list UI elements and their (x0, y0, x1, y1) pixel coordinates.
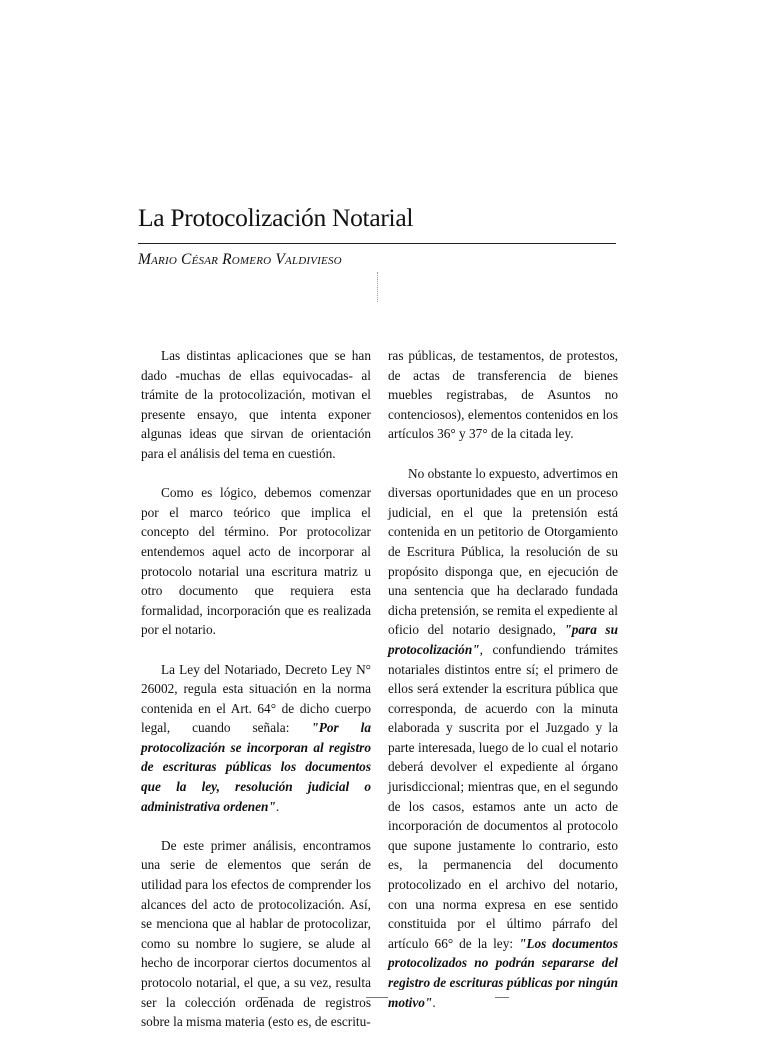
right-paragraph-2-text-a: No obstante lo expuesto, advertimos en diversas oportunidades que en un proceso judicial, en el que la pretensión está contenida en un petitorio de Otorgamiento de Escritura Pública, la resolución de su propósito disponga que, en ejecución de una sentencia que ha declarado fundada dicha pretensión, se remita el expediente al oficio del notario designado, (388, 465, 618, 638)
left-paragraph-3-end: . (275, 798, 280, 814)
right-column (388, 346, 618, 1032)
footer-mark-center (366, 997, 388, 998)
right-paragraph-1: ras públicas, de testamentos, de protestos, de actas de transferencia de bienes muebles registrabas, de Asuntos no contenciosos), elementos contenidos en los artículos 36° y 37° de la citada ley. (388, 348, 618, 442)
left-column (141, 346, 371, 1051)
left-paragraph-2: Como es lógico, debemos comenzar por el marco teórico que implica el concepto del término. Por protocolizar entendemos aquel acto de incorporar al protocolo notarial una escritura matriz u otro documento que requiera esta formalidad, incorporación que es realizada por el notario. (141, 485, 371, 638)
law-quote-art-64: "Por la protocolización se incorporan al registro de escrituras públicas los documentos que la ley, resolución judicial o administrativa ordenen" (141, 720, 372, 814)
left-paragraph-3 (141, 660, 371, 817)
law-quote-art-66: "Los documentos protocolizados no podrán separarse del registro de escrituras públicas por ningún motivo" (388, 935, 618, 1010)
right-paragraph-2-end: . (432, 994, 436, 1010)
title-rule (138, 243, 616, 244)
left-paragraph-1: Las distintas aplicaciones que se han dado -muchas de ellas equivocadas- al trámite de la protocolización, motivan el presente ensayo, que intenta exponer algunas ideas que sirvan de orientación para el análisis del tema en cuestión. (141, 348, 371, 461)
footer-mark-right (495, 997, 509, 998)
left-paragraph-3-text: La Ley del Notariado, Decreto Ley N° 26002, regula esta situación en la norma contenida en el Art. 64° de dicho cuerpo legal, cuando señala: (141, 661, 371, 736)
right-paragraph-2-text-b: , confundiendo trámites notariales distintos entre sí; el primero de ellos será extender la escritura pública que corresponda, de acuerdo con la minuta elaborada y suscrita por el Juzgado y la parte interesada, luego de lo cual el notario deberá devolver el expediente al órgano jurisdiccional; mientras que, en el segundo de los casos, estamos ante un acto de incorporación de documentos al protocolo que supone justamente lo contrario, esto es, la permanencia del documento protocolizado en el archivo del notario, con una norma expresa en ese sentido constituida por el último párrafo del artículo 66° de la ley: (388, 641, 618, 951)
column-divider-mark (377, 272, 378, 302)
right-paragraph-2 (388, 464, 618, 1013)
left-paragraph-4: De este primer análisis, encontramos una serie de elementos que serán de utilidad para los efectos de comprender los alcances del acto de protocolización. Así, se menciona que al hablar de protocolizar, como su nombre lo sugiere, se alude al hecho de incorporar ciertos documentos al protocolo notarial, el que, a su vez, resulta ser la colección ordenada de registros sobre la misma materia (esto es, de escritu- (141, 837, 371, 1030)
footer-mark-left (258, 997, 268, 998)
article-author: Mario César Romero Valdivieso (138, 251, 342, 268)
quote-para-su-protocolizacion: "para su protocolización" (388, 622, 618, 657)
article-title: La Protocolización Notarial (138, 203, 414, 232)
